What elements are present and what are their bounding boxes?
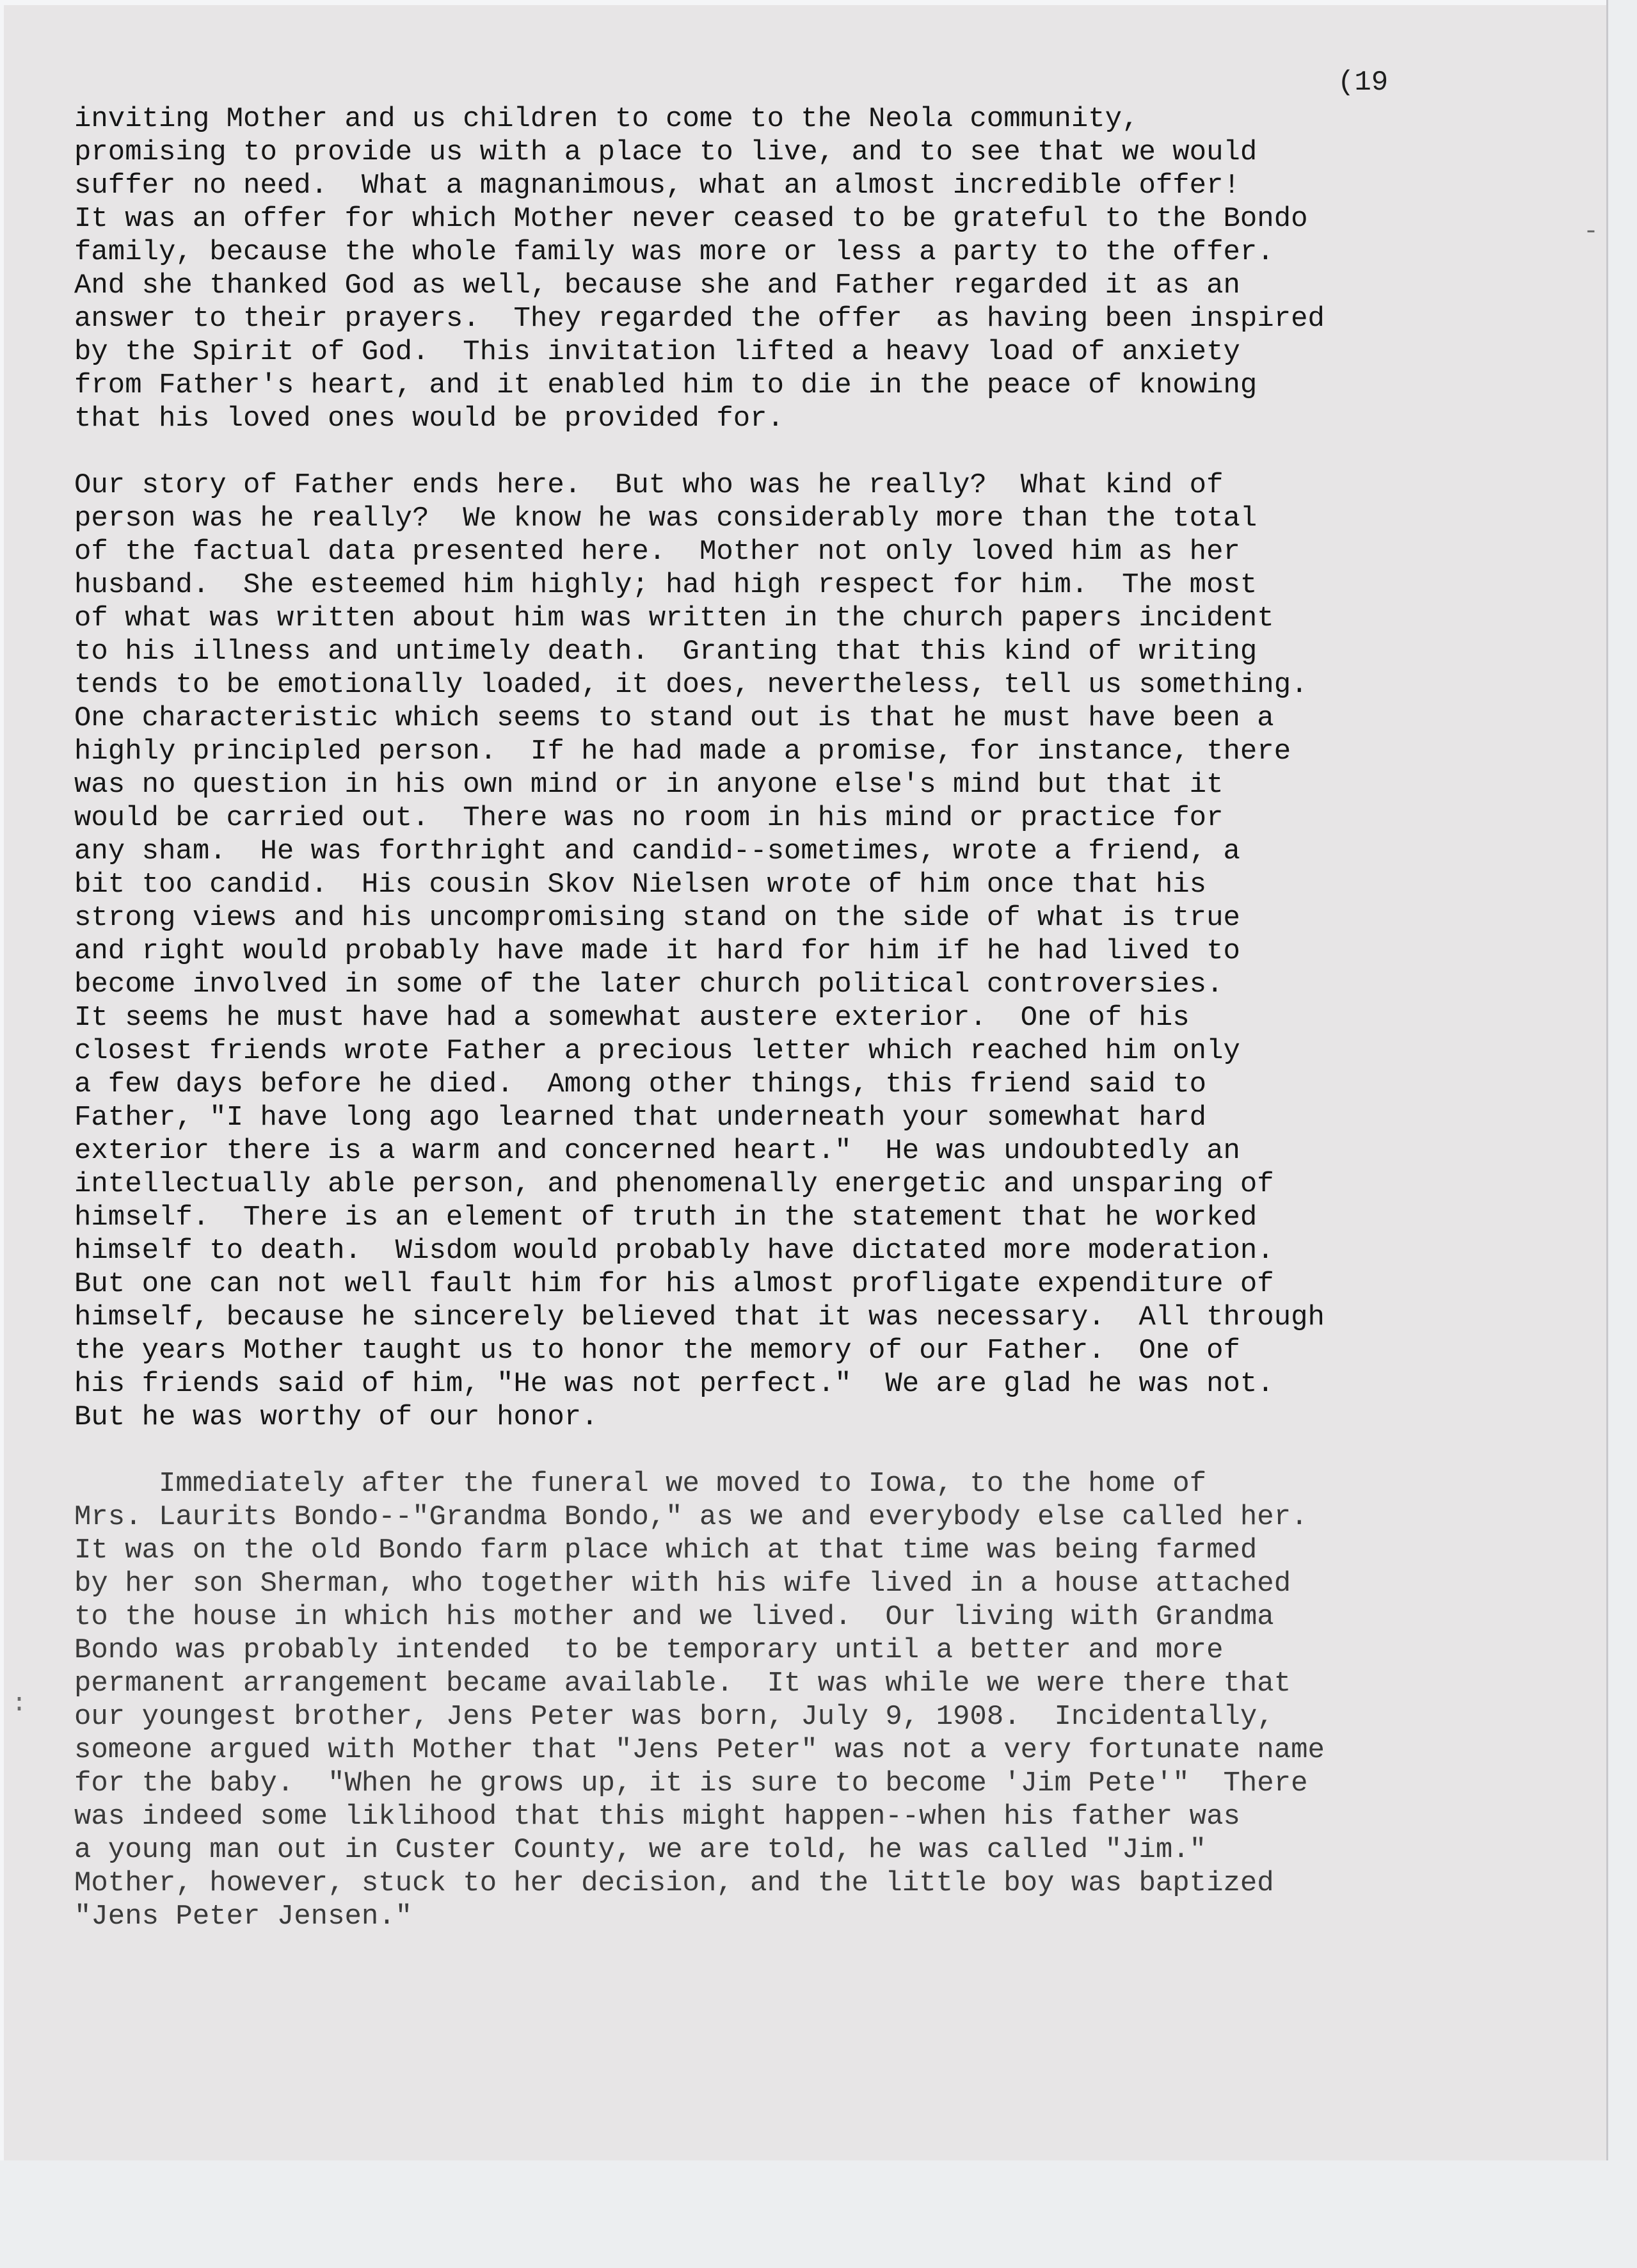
text-line: Our story of Father ends here. But who was he really? What kind of <box>74 469 1224 501</box>
text-line: to his illness and untimely death. Granting that this kind of writing <box>74 636 1258 668</box>
text-line: It was an offer for which Mother never ceased to be grateful to the Bondo <box>74 203 1308 235</box>
page-body <box>74 102 1546 1933</box>
text-line: by the Spirit of God. This invitation lifted a heavy load of anxiety <box>74 336 1240 368</box>
text-line: intellectually able person, and phenomenally energetic and unsparing of <box>74 1168 1274 1200</box>
text-line: and right would probably have made it hard for him if he had lived to <box>74 935 1240 967</box>
text-line: for the baby. "When he grows up, it is sure to become 'Jim Pete'" There <box>74 1767 1308 1799</box>
text-line: Mother, however, stuck to her decision, and the little boy was baptized <box>74 1867 1274 1899</box>
text-line: highly principled person. If he had made a promise, for instance, there <box>74 736 1291 768</box>
text-line: of the factual data presented here. Mother not only loved him as her <box>74 536 1240 568</box>
text-line: It was on the old Bondo farm place which at that time was being farmed <box>74 1534 1258 1566</box>
text-line: himself. There is an element of truth in the statement that he worked <box>74 1202 1258 1234</box>
text-line: answer to their prayers. They regarded the offer as having been inspired <box>74 303 1325 335</box>
text-line: "Jens Peter Jensen." <box>74 1901 413 1933</box>
paragraph-character <box>74 469 1546 1434</box>
paragraph-iowa <box>74 1467 1546 1933</box>
text-line: person was he really? We know he was considerably more than the total <box>74 503 1258 535</box>
margin-mark: : <box>12 1690 28 1719</box>
text-line: bit too candid. His cousin Skov Nielsen wrote of him once that his <box>74 869 1207 901</box>
text-line: a young man out in Custer County, we are told, he was called "Jim." <box>74 1834 1207 1866</box>
text-line: any sham. He was forthright and candid--sometimes, wrote a friend, a <box>74 835 1240 867</box>
text-line: himself to death. Wisdom would probably have dictated more moderation. <box>74 1235 1274 1267</box>
text-line: himself, because he sincerely believed that it was necessary. All through <box>74 1301 1325 1333</box>
text-line: Immediately after the funeral we moved to Iowa, to the home of <box>74 1468 1207 1500</box>
text-line: Bondo was probably intended to be temporary until a better and more <box>74 1634 1224 1666</box>
text-line: was indeed some liklihood that this might happen--when his father was <box>74 1801 1240 1833</box>
text-line: promising to provide us with a place to live, and to see that we would <box>74 136 1258 168</box>
text-line: strong views and his uncompromising stand on the side of what is true <box>74 902 1240 934</box>
text-line: One characteristic which seems to stand out is that he must have been a <box>74 702 1274 734</box>
text-line: family, because the whole family was more or less a party to the offer. <box>74 236 1274 268</box>
text-line: become involved in some of the later church political controversies. <box>74 969 1224 1001</box>
text-line: Mrs. Laurits Bondo--"Grandma Bondo," as we and everybody else called her. <box>74 1501 1308 1533</box>
text-line: closest friends wrote Father a precious letter which reached him only <box>74 1035 1240 1067</box>
margin-mark: - <box>1583 218 1599 246</box>
paragraph-gap <box>74 435 1546 469</box>
text-line: permanent arrangement became available. It was while we were there that <box>74 1668 1291 1700</box>
text-line: a few days before he died. Among other things, this friend said to <box>74 1068 1207 1100</box>
text-line: by her son Sherman, who together with his wife lived in a house attached <box>74 1568 1291 1600</box>
text-line: tends to be emotionally loaded, it does, nevertheless, tell us something. <box>74 669 1308 701</box>
text-line: from Father's heart, and it enabled him to die in the peace of knowing <box>74 369 1258 401</box>
text-line: inviting Mother and us children to come to the Neola community, <box>74 103 1139 135</box>
text-line: that his loved ones would be provided for. <box>74 403 784 435</box>
page-number: (19 <box>1338 67 1389 99</box>
text-line: someone argued with Mother that "Jens Peter" was not a very fortunate name <box>74 1734 1325 1766</box>
text-line: suffer no need. What a magnanimous, what an almost incredible offer! <box>74 170 1240 202</box>
text-line: husband. She esteemed him highly; had high respect for him. The most <box>74 569 1258 601</box>
text-line: to the house in which his mother and we lived. Our living with Grandma <box>74 1601 1274 1633</box>
text-line: It seems he must have had a somewhat austere exterior. One of his <box>74 1002 1190 1034</box>
text-line: But one can not well fault him for his almost profligate expenditure of <box>74 1268 1274 1300</box>
text-line: But he was worthy of our honor. <box>74 1401 598 1433</box>
text-line: Father, "I have long ago learned that underneath your somewhat hard <box>74 1102 1207 1134</box>
paragraph-offer <box>74 102 1546 435</box>
text-line: the years Mother taught us to honor the memory of our Father. One of <box>74 1335 1240 1367</box>
paragraph-gap <box>74 1434 1546 1467</box>
text-line: his friends said of him, "He was not perfect." We are glad he was not. <box>74 1368 1274 1400</box>
text-line: exterior there is a warm and concerned heart." He was undoubtedly an <box>74 1135 1240 1167</box>
text-line: would be carried out. There was no room in his mind or practice for <box>74 802 1224 834</box>
text-line: our youngest brother, Jens Peter was born, July 9, 1908. Incidentally, <box>74 1701 1274 1733</box>
text-line: And she thanked God as well, because she and Father regarded it as an <box>74 269 1240 302</box>
text-line: of what was written about him was written in the church papers incident <box>74 602 1274 634</box>
text-line: was no question in his own mind or in anyone else's mind but that it <box>74 769 1224 801</box>
